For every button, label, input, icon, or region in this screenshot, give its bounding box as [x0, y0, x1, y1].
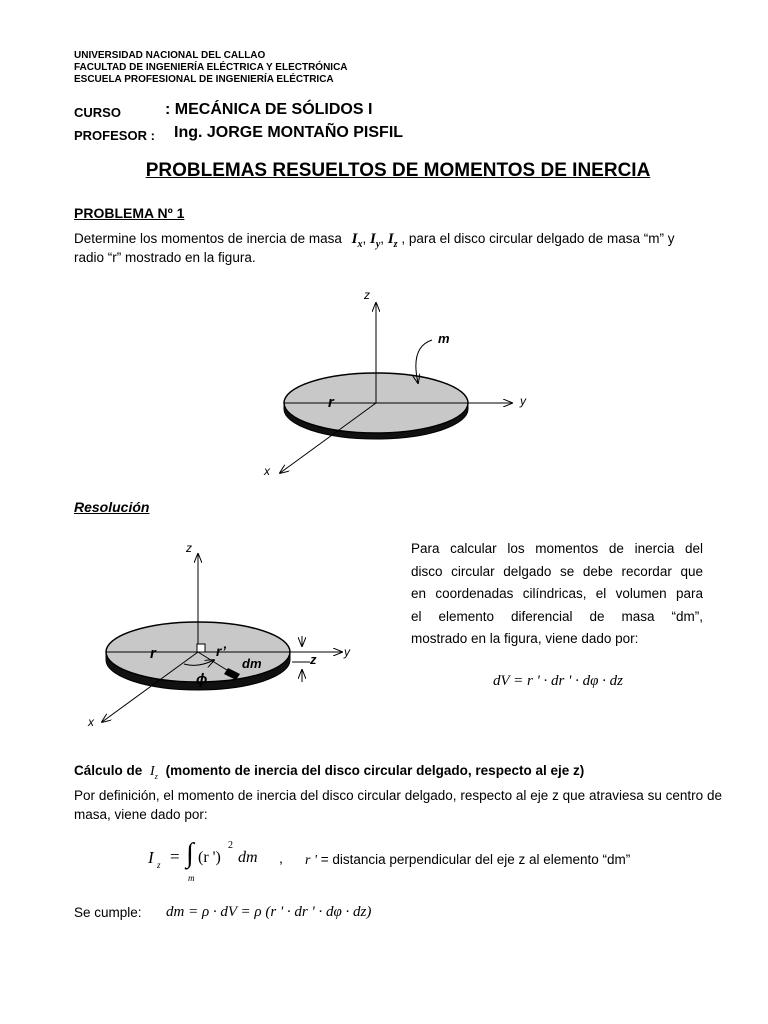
rprime-definition: r ' = distancia perpendicular del eje z al elemento “dm” — [305, 852, 631, 868]
iz-symbol: $I_z$ — [150, 764, 158, 781]
calc-heading: Cálculo de $I_z$ (momento de inercia del disco circular delgado, respecto al eje z) — [74, 763, 585, 781]
origin-box — [197, 644, 205, 652]
fig2-y-label: y — [344, 645, 350, 659]
symbol-iy: $I_y$ — [370, 231, 381, 250]
resolution-heading: Resolución — [74, 499, 150, 515]
fig1-z-label: z — [364, 288, 370, 302]
problem-text-a: Determine los momentos de inercia de masa — [74, 231, 342, 246]
calc-paragraph: Por definición, el momento de inercia del disco circular delgado, respecto al eje z que atraviesa su centro de masa, viene dado por: — [74, 788, 722, 822]
fig2-dm-label: dm — [242, 656, 262, 671]
fig1-y-label: y — [520, 394, 526, 408]
problem-heading: PROBLEMA Nº 1 — [74, 205, 185, 221]
resolution-paragraph: Para calcular los momentos de inercia del disco circular delgado se debe recordar que en coordenadas cilíndricas, el volumen para el elemento diferencial de masa “dm”, mostrado en la figura, viene dado por: — [411, 541, 703, 646]
formula-comma: , — [279, 850, 283, 866]
fig2-rprime-label: r’ — [216, 643, 226, 659]
figure-disk-problem — [250, 285, 550, 485]
figure-disk-element — [80, 540, 370, 730]
school-name: ESCUELA PROFESIONAL DE INGENIERÍA ELÉCTRICA — [74, 74, 334, 85]
fig1-m-label: m — [438, 331, 450, 346]
symbol-iz: $I_z$ — [387, 231, 398, 250]
cumple-label: Se cumple: — [74, 905, 142, 920]
course-name: : MECÁNICA DE SÓLIDOS I — [165, 101, 373, 118]
professor-name: Ing. JORGE MONTAÑO PISFIL — [174, 124, 404, 141]
professor-label: PROFESOR : — [74, 128, 155, 143]
problem-statement-line1: Determine los momentos de inercia de masa $I_x$, $I_y$, $I_z$ , para el disco circular delgado de masa “m” y — [74, 231, 675, 250]
fig2-z-label: z — [186, 541, 192, 555]
course-label: CURSO — [74, 105, 121, 120]
dv-formula: dV = r ' · dr ' · dφ · dz — [493, 673, 623, 689]
fig2-x-label: x — [88, 715, 94, 729]
fig2-phi-label: ϕ — [196, 671, 208, 688]
fig2-thickness-label: z — [310, 652, 317, 667]
integral-sign: ∫ — [186, 838, 194, 869]
problem-text-b: , para el disco circular delgado de masa “m” y — [401, 231, 675, 246]
fig1-r-label: r — [328, 394, 334, 411]
faculty-name: FACULTAD DE INGENIERÍA ELÉCTRICA Y ELECTRÓNICA — [74, 62, 348, 73]
university-name: UNIVERSIDAD NACIONAL DEL CALLAO — [74, 50, 266, 61]
problem-statement-line2: radio “r” mostrado en la figura. — [74, 250, 256, 265]
dm-formula: dm = ρ · dV = ρ (r ' · dr ' · dφ · dz) — [166, 904, 372, 920]
iz-integral-formula: I z = ∫ (r ') 2 dm m — [148, 838, 258, 883]
symbol-ix: $I_x$ — [351, 231, 363, 250]
fig1-x-label: x — [264, 464, 270, 478]
page-title: PROBLEMAS RESUELTOS DE MOMENTOS DE INERCIA — [145, 160, 651, 181]
fig2-r-label: r — [150, 645, 156, 662]
